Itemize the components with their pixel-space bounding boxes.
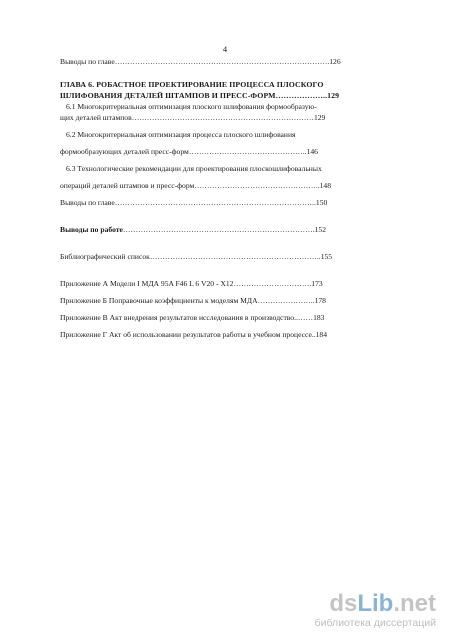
toc-entry-bibliography: Библиографический список…………………………………………………………..155	[60, 252, 333, 261]
toc-entry-work-conclusions	[60, 224, 353, 235]
toc-appendix-g: Приложение Г Акт об использовании результатов работы в учебном процессе..184	[60, 330, 328, 339]
table-of-contents	[60, 56, 353, 340]
toc-section-6-2-line1: 6.2 Многокритериальная оптимизация процесса плоского шлифования	[66, 130, 296, 139]
toc-entry-conclusions-chapter5: Выводы по главе………………………………………………………………………….126	[60, 57, 341, 66]
toc-appendix-b: Приложение Б Поправочные коэффициенты к моделям МДА…………………..178	[60, 296, 326, 305]
toc-appendix-v: Приложение В Акт внедрения результатов исследования в производство..……183	[60, 313, 325, 322]
toc-section-6-3-line1: 6.3 Технологические рекомендации для проектирования плоскошлифовальных	[66, 164, 322, 173]
toc-section-6-1-line2: щих деталей штампов………………………………………………………………129	[60, 113, 326, 122]
logo-ds-text: ds	[329, 590, 358, 617]
dslib-logo	[315, 592, 436, 616]
toc-chapter6-title-line2: ШЛИФОВАНИЯ ДЕТАЛЕЙ ШТАМПОВ И ПРЕСС-ФОРМ………………..129	[60, 91, 340, 100]
page-number: 4	[222, 44, 228, 54]
toc-entry-conclusions-chapter6: Выводы по главе……………………………………………………………………..150	[60, 198, 328, 207]
toc-work-conclusions-leader: ………………………………………………………………….152	[122, 225, 327, 234]
toc-work-conclusions-label: Выводы по работе	[60, 225, 123, 234]
dslib-watermark	[315, 592, 436, 629]
toc-section-6-1-line1: 6.1 Многокритериальная оптимизация плоского шлифования формообразую-	[66, 102, 317, 111]
toc-chapter6-title-line1: ГЛАВА 6. РОБАСТНОЕ ПРОЕКТИРОВАНИЕ ПРОЦЕССА ПЛОСКОГО	[60, 80, 324, 89]
dslib-subtitle: библиотека диссертаций	[314, 617, 436, 629]
logo-net-text: .net	[393, 590, 436, 617]
toc-appendix-a: Приложение А Модели I МДА 95A F46 L 6 V20 - X12………………………….173	[60, 279, 323, 288]
logo-lib-text: Lib	[357, 590, 394, 617]
toc-section-6-3-line2: операций деталей штампов и пресс-форм…………………………………………..148	[60, 181, 332, 190]
toc-section-6-2-line2: формообразующих деталей пресс-форм………………………………………..146	[60, 147, 318, 156]
